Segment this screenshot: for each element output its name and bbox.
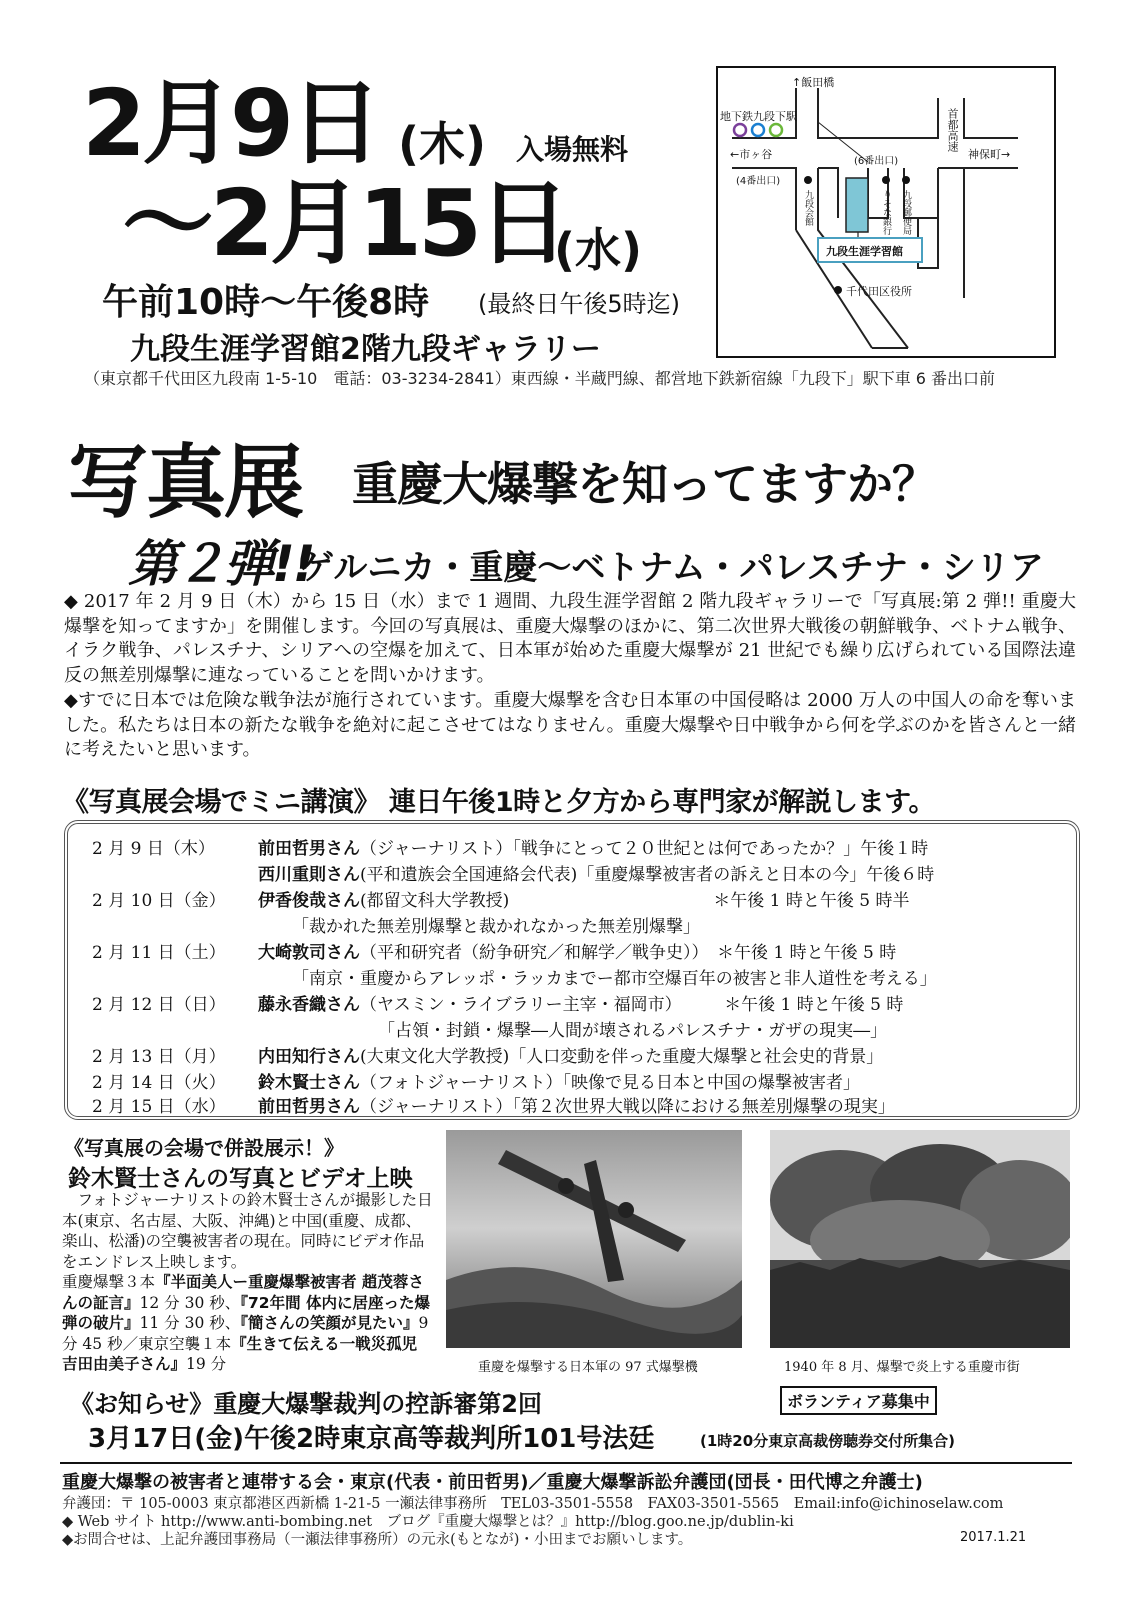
countries-line: ゲルニカ・重慶～ベトナム・パレスチナ・シリア: [300, 548, 1044, 588]
bomber-photo: [446, 1130, 742, 1348]
map-label-expressway: 首都高速: [946, 108, 959, 152]
volunteer-badge: ボランティア募集中: [780, 1386, 937, 1415]
start-date: 2月9日: [82, 70, 379, 177]
end-weekday: (水): [554, 223, 643, 277]
schedule-row: 「裁かれた無差別爆撃と裁かれなかった無差別爆撃」: [292, 917, 700, 937]
venue-name: 九段生涯学習館2階九段ギャラリー: [130, 332, 601, 367]
venue-address: （東京都千代田区九段南 1-5-10 電話：03-3234-2841）東西線・半蔵門線、都営地下鉄新宿線「九段下」駅下車 6 番出口前: [84, 369, 996, 388]
map-label-ichigaya: ←市ヶ谷: [730, 148, 773, 161]
map-label-bank: りそな銀行: [881, 190, 891, 235]
schedule-row: 2 月 11 日（土） 大崎敦司さん（平和研究者（紛争研究／和解学／戦争史）） ＊午後 1 時と午後 5 時: [92, 943, 897, 963]
court-notice-assembly: (1時20分東京高裁傍聴券交付所集合): [700, 1432, 956, 1450]
footer-lawyer-contact: 弁護団：〒 105-0003 東京都港区西新橋 1-21-5 一瀬法律事務所 TEL03-3501-5558 FAX03-3501-5565 Email:info@ichinoselaw.com: [62, 1496, 1004, 1512]
footer-website: ◆ Web サイト http://www.anti-bombing.net ブログ『重慶大爆撃とは？』http://blog.goo.ne.jp/dublin-ki: [62, 1514, 794, 1530]
issue-date: 2017.1.21: [960, 1530, 1027, 1545]
access-map: [716, 66, 1056, 358]
map-label-venue: 九段生涯学習館: [826, 245, 903, 258]
end-date: ～2月15日: [122, 170, 567, 277]
burning-city-photo-caption: 1940 年 8 月、爆撃で炎上する重慶市街: [784, 1360, 1020, 1375]
schedule-row: 「占領・封鎖・爆撃―人間が壊されるパレスチナ・ガザの現実―」: [378, 1021, 888, 1041]
free-entry-label: 入場無料: [516, 133, 629, 166]
intro-paragraph: ◆ 2017 年 2 月 9 日（木）から 15 日（水）まで 1 週間、九段生涯学習館 2 階九段ギャラリーで「写真展:第 2 弾!! 重慶大爆撃を知ってますか」を開催します。今回の写真展は、重慶大爆撃のほかに、第二次世界大戦後の朝鮮戦争、ベトナム戦争、イラク戦争、パレスチナ、シリアへの空爆を加えて、日本軍が始めた重慶大爆撃が 21 世紀でも繰り広げられている国際法違反の無差別爆撃に連なっていることを問いかけます。: [64, 591, 1076, 686]
court-notice-heading: 《お知らせ》重慶大爆撃裁判の控訴審第2回: [70, 1390, 542, 1418]
exhibition-subtitle: 重慶大爆撃を知ってますか？: [352, 457, 937, 511]
schedule-row: 西川重則さん(平和遺族会全国連絡会代表)「重慶爆撃被害者の訴えと日本の今」午後６時: [258, 865, 935, 885]
lecture-heading: 《写真展会場でミニ講演》 連日午後1時と夕方から専門家が解説します。: [62, 787, 936, 818]
side-exhibit-heading: 《写真展の会場で併設展示！》: [64, 1136, 344, 1160]
schedule-row: 2 月 10 日（金） 伊香俊哉さん(都留文科大学教授) ＊午後 1 時と午後 5 時半: [92, 891, 910, 911]
schedule-row: 2 月 14 日（火） 鈴木賢士さん（フォトジャーナリスト）「映像で見る日本と中国の爆撃被害者」: [92, 1073, 860, 1093]
schedule-row: 「南京・重慶からアレッポ・ラッカまでー都市空爆百年の被害と非人道性を考える」: [292, 969, 937, 989]
map-label-station: 地下鉄九段下駅: [720, 110, 797, 123]
message-paragraph: ◆すでに日本では危険な戦争法が施行されています。重慶大爆撃を含む日本軍の中国侵略は 2000 万人の中国人の命を奪いました。私たちは日本の新たな戦争を絶対に起こさせてはなりません。重慶大爆撃や日中戦争から何を学ぶのかを皆さんと一緒に考えたいと思います。: [64, 690, 1076, 760]
lecture-schedule: [64, 820, 1080, 1120]
map-label-post-office: 九段郵便局: [901, 190, 911, 235]
footer-organization: 重慶大爆撃の被害者と連帯する会・東京(代表・前田哲男)／重慶大爆撃訴訟弁護団(団長・田代博之弁護士): [62, 1472, 923, 1493]
map-label-kaikan: 九段会館: [803, 190, 813, 226]
footer-inquiry: ◆お問合せは、上記弁護団事務局（一瀬法律事務所）の元永(もとなが)・小田までお願いします。: [62, 1532, 693, 1548]
map-label-iidabashi: ↑飯田橋: [792, 76, 835, 89]
map-label-exit6: (6番出口): [854, 156, 899, 167]
start-weekday: (木): [398, 117, 487, 171]
side-exhibit-subheading: 鈴木賢士さんの写真とビデオ上映: [68, 1166, 413, 1192]
schedule-row: 2 月 13 日（月） 内田知行さん(大東文化大学教授)「人口変動を伴った重慶大爆撃と社会史的背景」: [92, 1047, 884, 1067]
map-label-jimbocho: 神保町→: [968, 148, 1011, 161]
schedule-row: 2 月 15 日（水） 前田哲男さん（ジャーナリスト）「第２次世界大戦以降における無差別爆撃の現実」: [92, 1097, 895, 1117]
map-label-exit4: (4番出口): [736, 176, 781, 187]
schedule-row: 2 月 9 日（木） 前田哲男さん（ジャーナリスト）「戦争にとって２０世紀とは何であったか？」午後１時: [92, 839, 929, 859]
side-exhibit-text: フォトジャーナリストの鈴木賢士さんが撮影した日本(東京、名古屋、大阪、沖縄)と中国(重慶、成都、楽山、松潘)の空襲被害者の現在。同時にビデオ作品をエンドレス上映します。 重慶爆撃３本『半面美人ー重慶爆撃被害者 趙茂蓉さんの証言』12 分 30 秒、『72年間 体内に居座った爆弾の破片』11 分 30 秒、『簡さんの笑顔が見たい』9 分 45 秒／東京空襲１本『生きて伝える一戦災孤児 吉田由美子さん』19 分: [62, 1191, 433, 1373]
court-notice-date: 3月17日(金)午後2時東京高等裁判所101号法廷: [88, 1424, 655, 1454]
footer-divider: [60, 1462, 1072, 1464]
volume-label: 第２弾!!: [128, 535, 314, 593]
venue-building-marker: [846, 178, 868, 232]
burning-city-photo: [770, 1130, 1070, 1348]
bomber-photo-caption: 重慶を爆撃する日本軍の 97 式爆撃機: [478, 1360, 698, 1375]
schedule-row: 2 月 12 日（日） 藤永香織さん（ヤスミン・ライブラリー主宰・福岡市） ＊午後 1 時と午後 5 時: [92, 995, 904, 1015]
map-label-ward-office: 千代田区役所: [846, 285, 912, 298]
exhibition-title: 写真展: [68, 436, 302, 529]
last-day-note: (最終日午後5時迄): [478, 290, 680, 318]
opening-hours: 午前10時～午後8時: [102, 282, 430, 323]
